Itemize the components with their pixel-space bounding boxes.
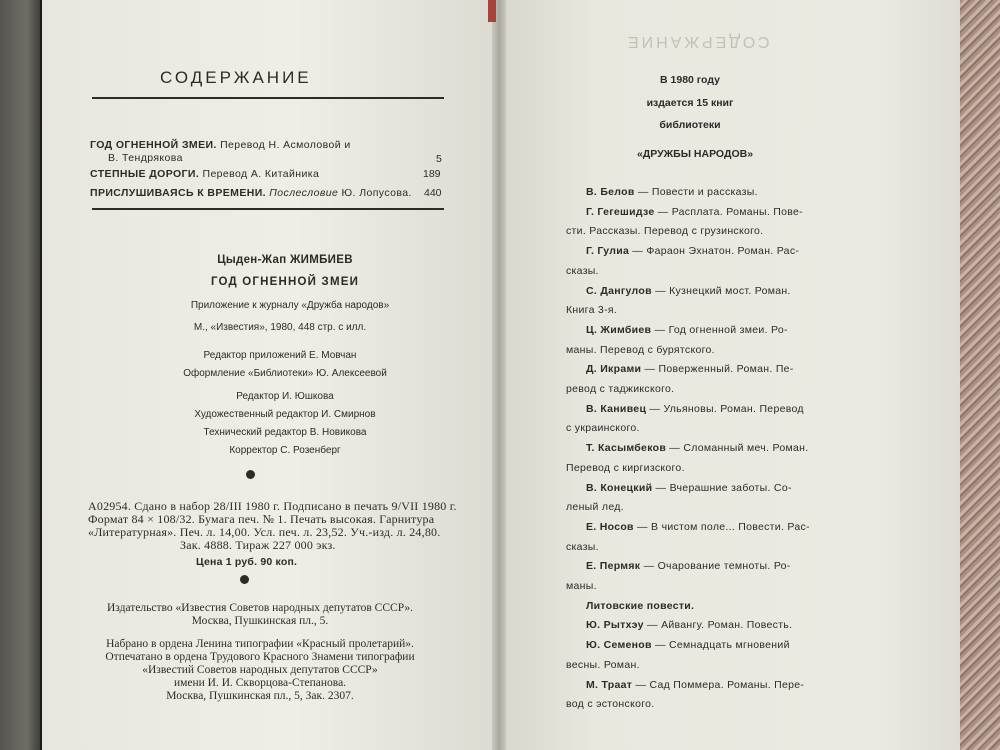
book-description: — Год огненной змеи. Ро-: [651, 323, 788, 336]
toc-entry-1: [90, 139, 351, 151]
book-list-line: [586, 442, 808, 454]
book-description: сказы.: [566, 264, 599, 277]
section-dot: [246, 470, 255, 479]
book-list-line: [586, 285, 791, 297]
credit-line: Редактор И. Юшкова: [236, 391, 334, 402]
book-author: В. Конецкий: [586, 481, 653, 494]
price: Цена 1 руб. 90 коп.: [196, 556, 298, 568]
book-description: — Сломанный меч. Роман.: [666, 442, 809, 455]
book-list-line: [566, 541, 599, 553]
credit-line: Технический редактор В. Новикова: [203, 427, 367, 438]
toc-entry-1-cont: В. Тендрякова: [108, 152, 183, 164]
book-author: Ц. Жимбиев: [586, 323, 652, 336]
book-list-line: [586, 363, 794, 375]
publisher-line: Москва, Пушкинская пл., 5.: [191, 615, 329, 627]
book-description: Книга 3-я.: [566, 304, 618, 317]
book-author: С. Дангулов: [586, 284, 652, 297]
book-author: Д. Икрами: [586, 363, 642, 376]
toc-entry-2: [90, 168, 319, 180]
book-description: леный лед.: [566, 501, 624, 514]
book-list-line: [586, 482, 792, 494]
imprint-line: А02954. Сдано в набор 28/III 1980 г. Подписано в печать 9/VII 1980 г.: [88, 499, 457, 513]
book-author: Ю. Семенов: [586, 639, 652, 652]
book-description: — Семнадцать мгновений: [651, 639, 790, 652]
book-binding: [0, 0, 45, 750]
book-description: Перевод с киргизского.: [566, 461, 685, 474]
book-gutter: [492, 0, 506, 750]
imprint-line: Формат 84 × 108/32. Бумага печ. № 1. Печать высокая. Гарнитура: [88, 512, 435, 526]
book-description: — Очарование темноты. Ро-: [640, 560, 791, 573]
credit-line: Оформление «Библиотеки» Ю. Алексеевой: [183, 368, 387, 379]
book-description: — В чистом поле... Повести. Рас-: [633, 520, 810, 533]
book-description: — Сад Поммера. Романы. Пере-: [632, 678, 805, 691]
book-list-line: [586, 186, 758, 198]
book-author: Ю. Рытхэу: [586, 619, 644, 632]
book-list-line: [586, 403, 804, 415]
imprint-line: Зак. 4888. Тираж 227 000 экз.: [180, 538, 336, 552]
toc-page-number: 189: [423, 168, 441, 180]
book-description: — Поверженный. Роман. Пе-: [641, 363, 794, 376]
book-list-line: [566, 344, 715, 356]
publisher-line: Издательство «Известия Советов народных депутатов СССР».: [107, 602, 413, 614]
book-description: — Фараон Эхнатон. Роман. Рас-: [629, 245, 800, 258]
announcement-line: В 1980 году: [660, 74, 720, 86]
book-list-line: [586, 639, 790, 651]
book-description: — Ульяновы. Роман. Перевод: [646, 402, 804, 415]
toc-entry-credit: Перевод А. Китайника: [202, 168, 320, 180]
book-description: — Вчерашние заботы. Со-: [652, 481, 792, 494]
toc-entry-title: СТЕПНЫЕ ДОРОГИ.: [90, 168, 200, 180]
book-description: — Повести и рассказы.: [634, 186, 758, 198]
printing-line: Отпечатано в ордена Трудового Красного Знамени типографии: [105, 651, 415, 663]
book-list-line: [586, 206, 803, 218]
book-description: — Расплата. Романы. Пове-: [654, 205, 803, 218]
book-list-line: [586, 619, 792, 631]
book-author: Т. Касымбеков: [586, 442, 667, 455]
toc-top-rule: [92, 97, 444, 99]
toc-entry-title: ПРИСЛУШИВАЯСЬ К ВРЕМЕНИ.: [90, 187, 266, 199]
printing-line: имени И. И. Скворцова-Степанова.: [173, 677, 347, 689]
book-list-line: [566, 304, 617, 316]
printing-line: «Известий Советов народных депутатов СССР»: [142, 664, 378, 676]
bookmark-ribbon: [488, 0, 496, 22]
supplement-line: Приложение к журналу «Дружба народов»: [190, 300, 390, 311]
book-list-line: [566, 580, 597, 592]
printing-line: Набрано в ордена Ленина типографии «Красный пролетарий».: [106, 638, 414, 650]
book-list-line: [566, 265, 599, 277]
book-description: — Айвангу. Роман. Повесть.: [643, 619, 793, 632]
imprint-line: «Литературная». Печ. л. 14,00. Усл. печ. л. 23,52. Уч.-изд. л. 24,80.: [88, 525, 441, 539]
book-author: Цыден-Жап ЖИМБИЕВ: [217, 254, 353, 266]
book-author: М. Траат: [586, 678, 633, 691]
book-list-line: [566, 501, 624, 513]
toc-entry-credit: Перевод Н. Асмоловой и: [220, 139, 351, 151]
book-list-line: [566, 383, 674, 395]
book-title: ГОД ОГНЕННОЙ ЗМЕИ: [210, 276, 360, 288]
section-dot: [240, 575, 249, 584]
book-description: сти. Рассказы. Перевод с грузинского.: [566, 225, 764, 238]
credit-line: Художественный редактор И. Смирнов: [194, 409, 376, 420]
toc-entry-italic: Послесловие: [269, 187, 339, 199]
announcement-line: библиотеки: [659, 119, 721, 131]
book-list-line: [566, 225, 763, 237]
book-list-line: [586, 324, 788, 336]
book-list-line: [566, 462, 685, 474]
book-author: В. Канивец: [586, 402, 647, 415]
book-list-line: [566, 698, 654, 710]
book-description: весны. Роман.: [566, 658, 640, 671]
toc-page-number: 440: [424, 187, 442, 199]
announcement-line: издается 15 книг: [646, 97, 734, 109]
book-list-line: [586, 521, 810, 533]
show-through-text: СОДЕРЖАНИЕ: [625, 33, 770, 50]
toc-entry-credit: Ю. Лопусова.: [341, 187, 412, 199]
book-description: маны. Перевод с бурятского.: [566, 343, 715, 356]
toc-entry-title: ГОД ОГНЕННОЙ ЗМЕИ.: [90, 139, 217, 151]
book-author: Е. Пермяк: [586, 560, 641, 573]
printing-line: Москва, Пушкинская пл., 5, Зак. 2307.: [166, 690, 354, 702]
series-name: «ДРУЖБЫ НАРОДОВ»: [636, 148, 754, 160]
book-list-line: [586, 560, 791, 572]
book-author: Е. Носов: [586, 520, 634, 533]
book-list-line: [566, 659, 640, 671]
book-description: — Кузнецкий мост. Роман.: [651, 284, 791, 297]
book-list-line: [566, 422, 640, 434]
book-list-line: [586, 600, 694, 612]
book-description: вод с эстонского.: [566, 698, 655, 711]
book-description: маны.: [566, 580, 597, 592]
credit-line: Корректор С. Розенберг: [229, 445, 341, 456]
book-author: Литовские повести.: [586, 599, 695, 612]
book-author: Г. Гегешидзе: [586, 205, 655, 218]
credit-line: Редактор приложений Е. Мовчан: [203, 350, 357, 361]
toc-page-number: 5: [436, 153, 442, 165]
toc-title: СОДЕРЖАНИЕ: [160, 68, 312, 87]
publication-info: М., «Известия», 1980, 448 стр. с илл.: [193, 322, 367, 333]
book-author: Г. Гулиа: [586, 245, 630, 258]
book-description: ревод с таджикского.: [566, 383, 675, 395]
book-description: сказы.: [566, 540, 599, 553]
book-list-line: [586, 245, 799, 257]
book-list-line: [586, 679, 804, 691]
book-cover-edge: [960, 0, 1000, 750]
toc-entry-3: [90, 187, 412, 199]
book-author: В. Белов: [586, 186, 635, 198]
book-description: с украинского.: [566, 422, 640, 435]
toc-bottom-rule: [92, 208, 444, 210]
